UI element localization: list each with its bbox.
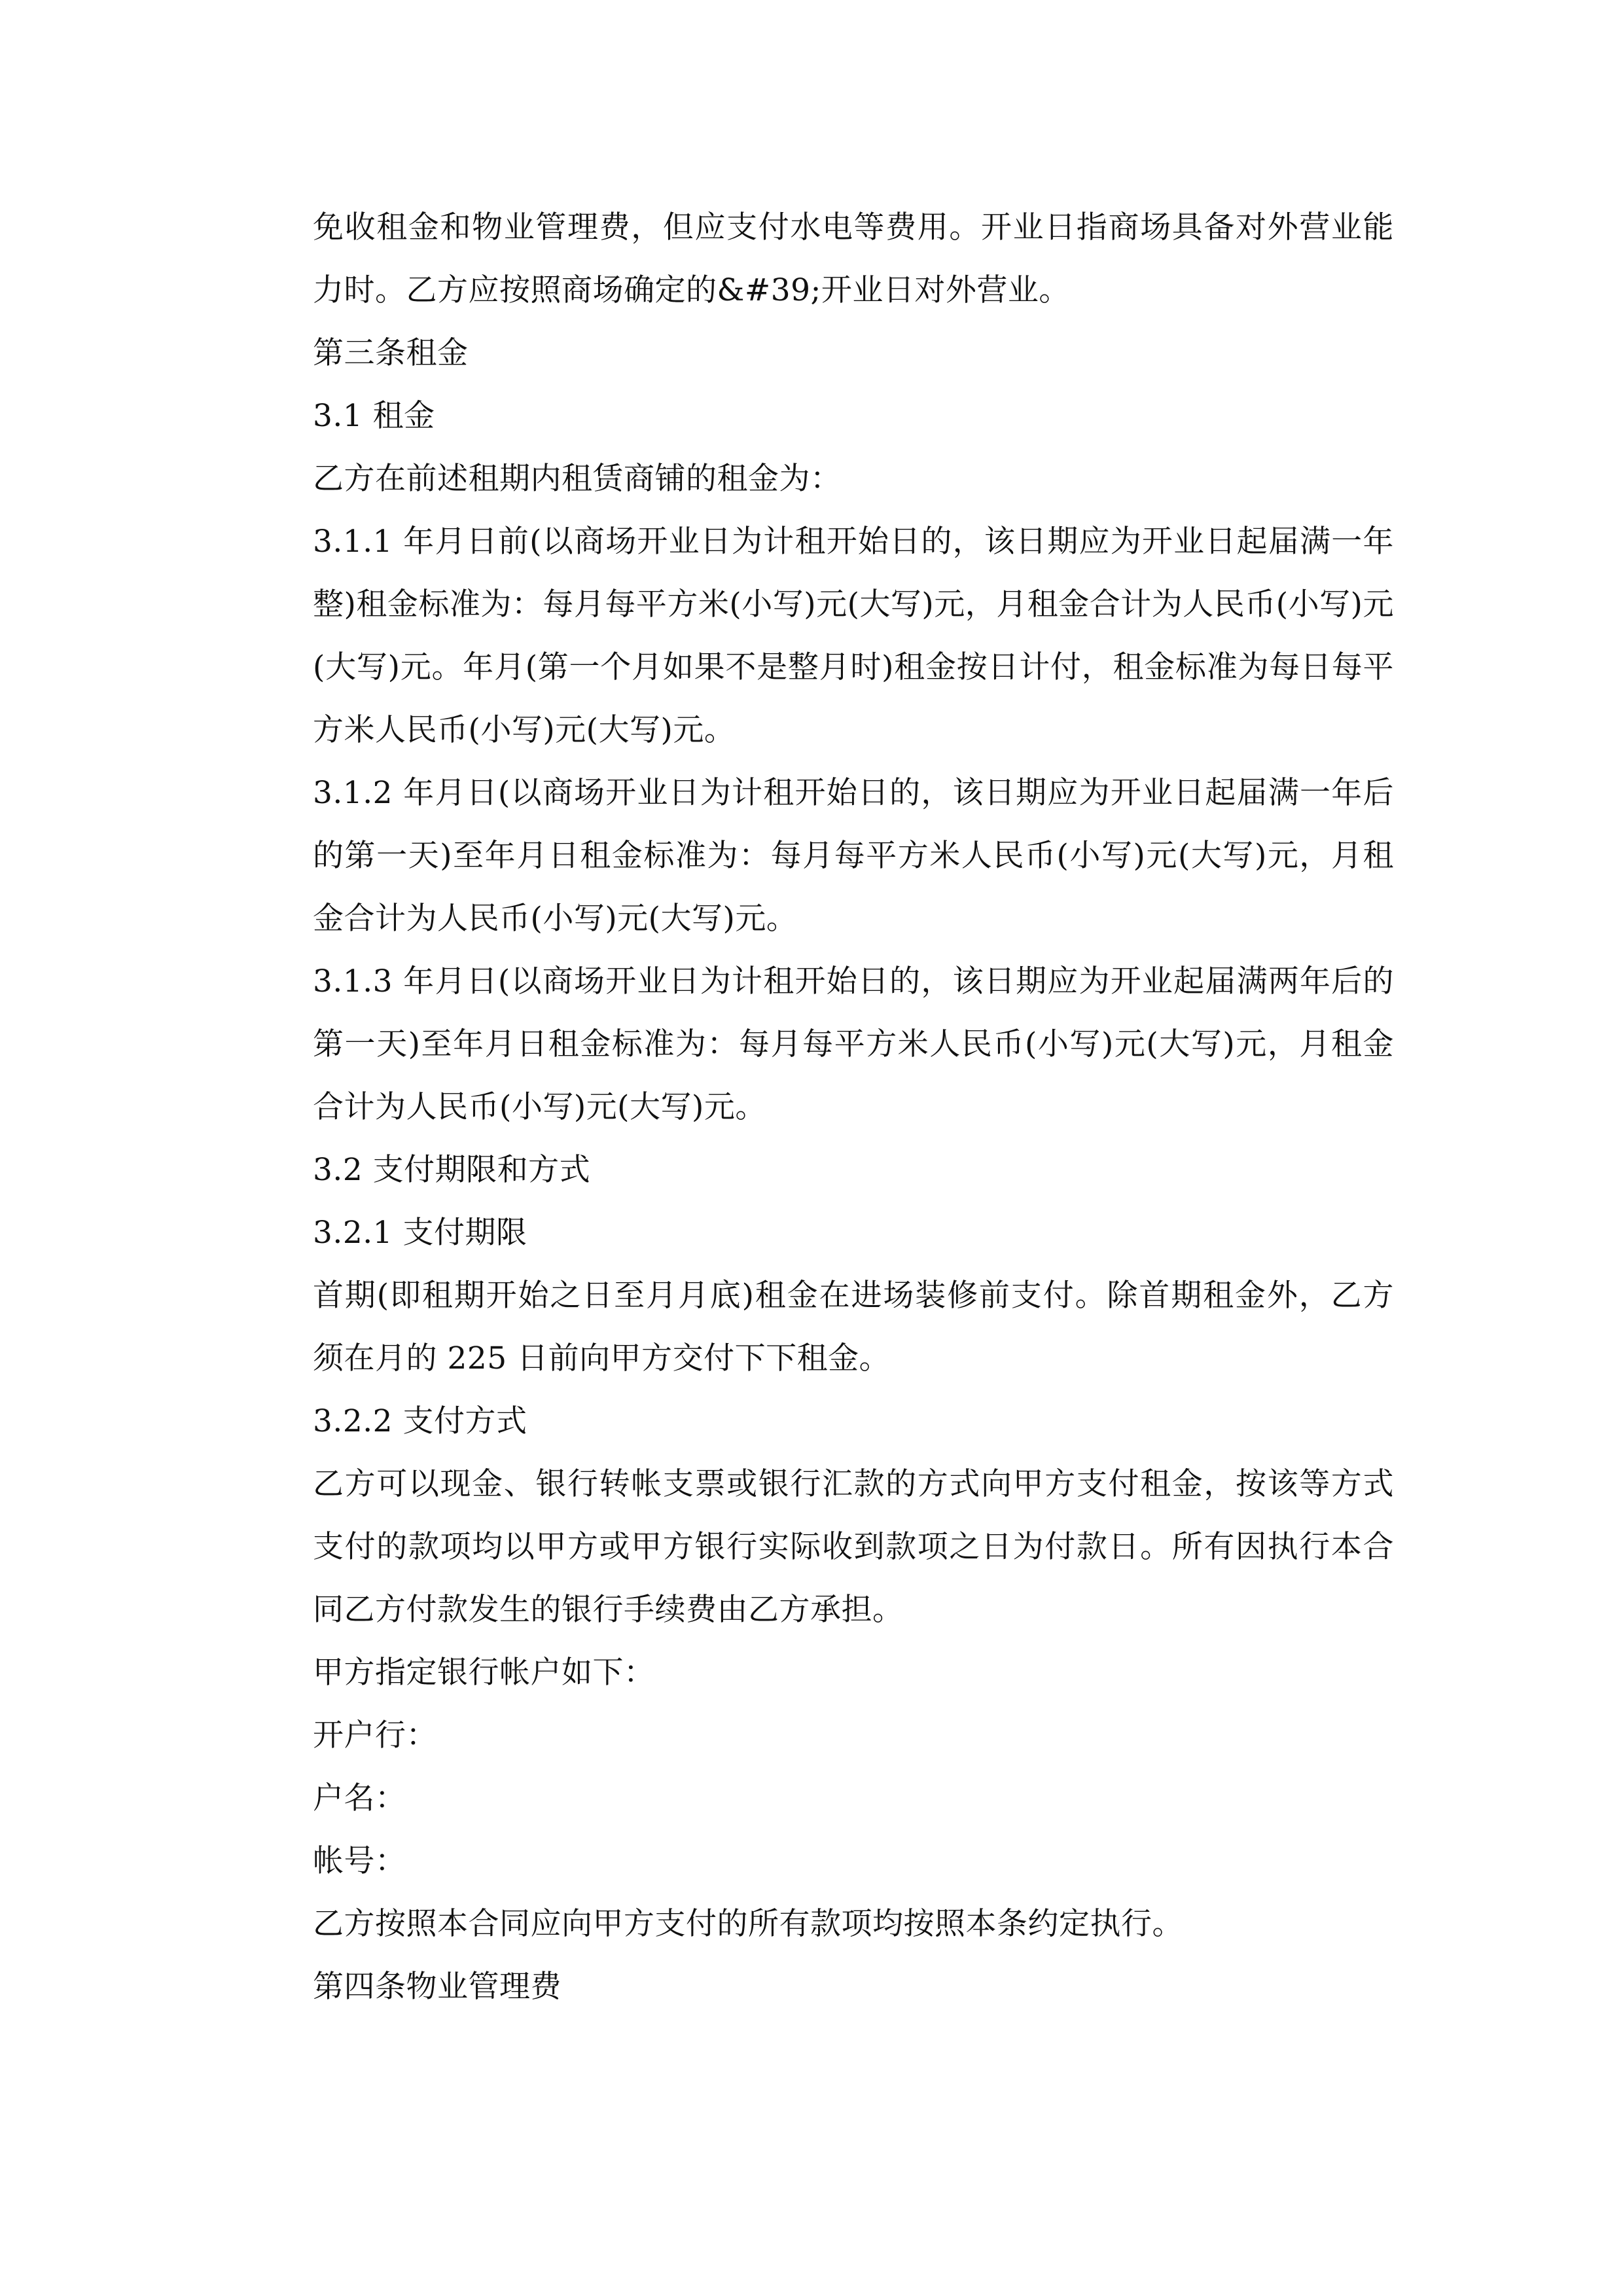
heading-3-2-1-payment-term: 3.2.1 支付期限 bbox=[313, 1215, 527, 1251]
clause-3-1-1: 3.1.1 年月日前(以商场开业日为计租开始日的，该日期应为开业日起届满一年整)租金标准为：每月每平方米(小写)元(大写)元，月租金合计为人民币(小写)元(大写)元。年月(第一个月如果不是整月时)租金按日计付，租金标准为每日每平方米人民币(小写)元(大写)元。 bbox=[313, 524, 1394, 748]
heading-article-4-property-fee: 第四条物业管理费 bbox=[313, 1969, 562, 2005]
heading-3-2-payment: 3.2 支付期限和方式 bbox=[313, 1152, 591, 1188]
clause-3-1-2: 3.1.2 年月日(以商场开业日为计租开始日的，该日期应为开业日起届满一年后的第一天)至年月日租金标准为：每月每平方米人民币(小写)元(大写)元，月租金合计为人民币(小写)元(大写)元。 bbox=[313, 775, 1394, 937]
heading-3-1-rent: 3.1 租金 bbox=[313, 398, 435, 434]
paragraph-first-payment: 首期(即租期开始之日至月月底)租金在进场装修前支付。除首期租金外，乙方须在月的 225 日前向甲方交付下下租金。 bbox=[313, 1278, 1394, 1376]
heading-article-3-rent: 第三条租金 bbox=[313, 335, 469, 371]
document-body bbox=[313, 196, 1394, 2018]
paragraph-rent-intro: 乙方在前述租期内租赁商铺的租金为： bbox=[313, 461, 842, 497]
paragraph-rent-exemption: 免收租金和物业管理费，但应支付水电等费用。开业日指商场具备对外营业能力时。乙方应按照商场确定的&#39;开业日对外营业。 bbox=[313, 209, 1394, 308]
paragraph-payment-method: 乙方可以现金、银行转帐支票或银行汇款的方式向甲方支付租金，按该等方式支付的款项均以甲方或甲方银行实际收到款项之日为付款日。所有因执行本合同乙方付款发生的银行手续费由乙方承担。 bbox=[313, 1466, 1394, 1628]
paragraph-payment-rule: 乙方按照本合同应向甲方支付的所有款项均按照本条约定执行。 bbox=[313, 1906, 1183, 1942]
field-account-name: 户名： bbox=[313, 1780, 406, 1816]
field-account-number: 帐号： bbox=[313, 1843, 406, 1879]
field-bank-name: 开户行： bbox=[313, 1717, 437, 1753]
clause-3-1-3: 3.1.3 年月日(以商场开业日为计租开始日的，该日期应为开业起届满两年后的第一天)至年月日租金标准为：每月每平方米人民币(小写)元(大写)元，月租金合计为人民币(小写)元(大写)元。 bbox=[313, 963, 1394, 1125]
paragraph-bank-account-intro: 甲方指定银行帐户如下： bbox=[313, 1655, 655, 1691]
heading-3-2-2-payment-method: 3.2.2 支付方式 bbox=[313, 1403, 527, 1439]
